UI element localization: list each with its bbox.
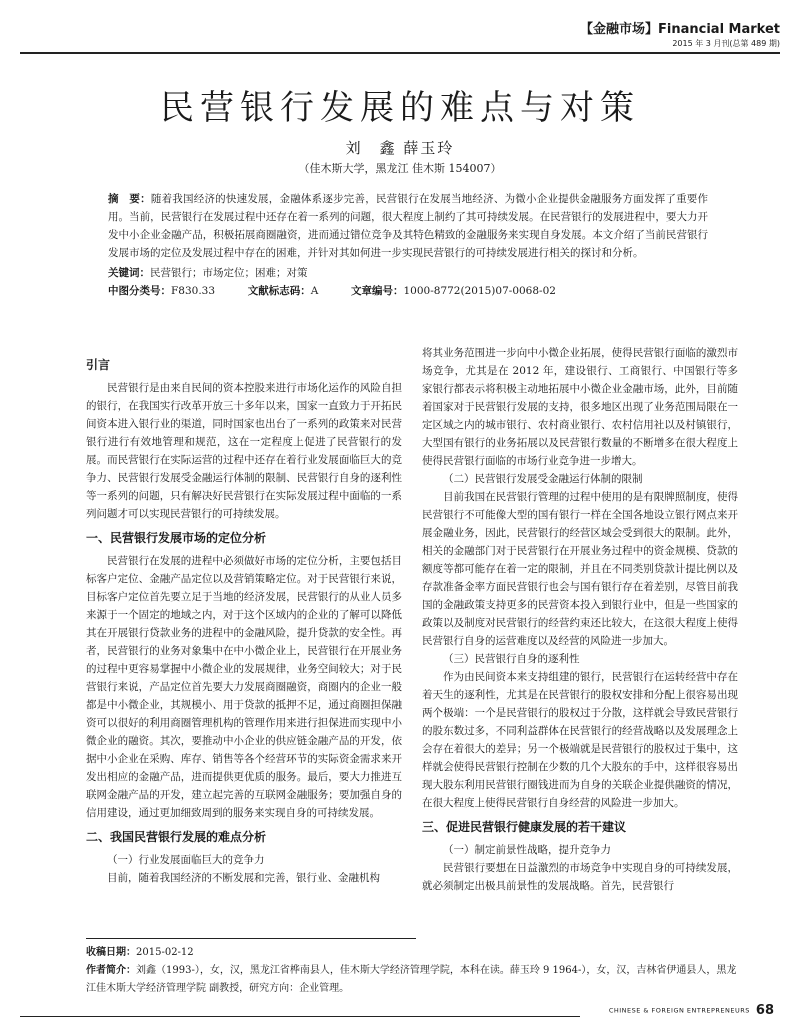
magazine-name: CHINESE & FOREIGN ENTREPRENEURS [608, 1006, 750, 1015]
footer-rule [20, 1016, 580, 1017]
clc-value: F830.33 [171, 285, 216, 297]
author-affiliation: （佳木斯大学，黑龙江 佳木斯 154007） [298, 162, 502, 175]
header-rule [20, 52, 780, 54]
abstract-block [108, 190, 708, 300]
abstract [108, 190, 708, 262]
section-label: 【金融市场】 [580, 22, 659, 37]
classification-line [108, 282, 708, 300]
intro-paragraph: 民营银行是由来自民间的资本控股来进行市场化运作的风险自担的银行，在我国实行改革开放三十多年以来，国家一直致力于开拓民间资本进入银行业的渠道，同时国家也出台了一系列的政策来对民营银行进行有效地管理和规范，这在一定程度上促进了民营银行的发展。而民营银行在实际运营的过程中还存在着行业发展面临巨大的竞争力、民营银行发展受金融运行体制的限制、民营银行自身的逐利性等一系列的问题，只有解决好民营银行在实际发展过程中面临的一系列问题才可以实现民营银行的可持续发展。 [86, 382, 402, 520]
author-bio [86, 962, 746, 998]
subsection2-heading: （二）民营银行发展受金融运行体制的限制 [443, 473, 643, 485]
page-number: 68 [755, 1003, 774, 1018]
subsection2-paragraph: 目前我国在民营银行管理的过程中使用的是有限牌照制度，使得民营银行不可能像大型的国有银行一样在全国各地设立银行网点来开展金融业务，因此，民营银行的经营区域会受到很大的限制。此外，相关的金融部门对于民营银行在开展业务过程中的资金规模、贷款的额度等都可能存在着一定的限制，并且在不同类别贷款计提比例以及存款准备金率方面民营银行也会与国有银行存在着差别，尽管目前我国的金融政策支持更多的民营资本投入到银行业中，但是一些国家的政策以及制度对民营银行的经营约束还比较大，在这很大程度上使得民营银行自身的运营难度以及经营的风险进一步加大。 [422, 491, 738, 647]
footnote [86, 944, 746, 998]
bio-text: 刘鑫（1993-），女，汉，黑龙江省桦南县人，佳木斯大学经济管理学院，本科在读。薛玉玲 9 1964-），女，汉，吉林省伊通县人，黑龙江佳木斯大学经济管理学院 副教授，研究方向：企业管理。 [86, 965, 737, 994]
section-label-en: Financial Market [658, 22, 780, 37]
section3-subheading: （一）制定前景性战略，提升竞争力 [443, 844, 611, 856]
received-date [86, 944, 746, 962]
subsection3-heading: （三）民营银行自身的逐利性 [443, 653, 580, 665]
issue-info: 2015 年 3 月刊(总第 489 期) [672, 39, 780, 48]
journal-header [580, 18, 780, 49]
doc-code-value: A [310, 285, 319, 297]
right-column [422, 344, 738, 895]
received-value: 2015-02-12 [136, 947, 194, 958]
subsection3-paragraph: 作为由民间资本来支持组建的银行，民营银行在运转经营中存在着天生的逐利性，尤其是在民营银行的股权安排和分配上很容易出现两个极端：一个是民营银行的股权过于分散，这样就会导致民营银行的股东数过多，不同利益群体在民营银行的经营战略以及发展理念上会存在着很大的差异；另一个极端就是民营银行的股权过于集中，这样就会使得民营银行控制在少数的几个大股东的手中，这样很容易出现大股东利用民营银行圈钱进而为自身的关联企业提供融资的情况，在很大程度上使得民营银行自身经营的风险进一步加大。 [422, 671, 738, 809]
article-title: 民营银行发展的难点与对策 [160, 88, 640, 128]
article-no-label: 文章编号： [351, 285, 404, 297]
section2-paragraph: 目前，随着我国经济的不断发展和完善，银行业、金融机构 [107, 872, 380, 884]
section1-heading: 一、民营银行发展市场的定位分析 [86, 531, 267, 545]
received-label: 收稿日期： [86, 947, 136, 958]
left-column [86, 350, 402, 887]
intro-heading: 引言 [86, 358, 111, 372]
journal-section [580, 18, 780, 37]
section3-heading: 三、促进民营银行健康发展的若干建议 [422, 820, 627, 834]
bio-label: 作者简介： [86, 965, 136, 976]
continued-paragraph: 将其业务范围进一步向中小微企业拓展，使得民营银行面临的激烈市场竞争，尤其是在 2012 年，建设银行、工商银行、中国银行等多家银行都表示将积极主动地拓展中小微企业金融市场，此外，目前随着国家对于民营银行发展的支持，很多地区出现了业务范围局限在一定区域之内的城市银行、农村商业银行、农村信用社以及村镇银行，大型国有银行的业务拓展以及民营银行数量的不断增多在很大程度上使得民营银行面临的市场行业竞争进一步增大。 [422, 347, 738, 467]
abstract-text: 随着我国经济的快速发展，金融体系逐步完善，民营银行在发展当地经济、为微小企业提供金融服务方面发挥了重要作用。当前，民营银行在发展过程中还存在着一系列的问题，很大程度上制约了其可持续发展。在民营银行的发展进程中，要大力开发中小企业金融产品，积极拓展商圈融资，进而通过错位竞争及其特色精致的金融服务来实现自身发展。本文介绍了当前民营银行发展市场的定位及发展过程中存在的困难，并针对其如何进一步实现民营银行的可持续发展进行相关的探讨和分析。 [108, 193, 708, 259]
section1-paragraph: 民营银行在发展的进程中必须做好市场的定位分析，主要包括目标客户定位、金融产品定位以及营销策略定位。对于民营银行来说，目标客户定位首先要立足于当地的经济发展，民营银行的从业人员多来源于一个固定的地域之内，对于这个区域内的企业的了解可以降低其在开展银行贷款业务的进程中的金融风险，提升贷款的安全性。再者，民营银行的业务对象集中在中小微企业上，民营银行在开展业务的过程中更容易掌握中小微企业的发展规律，业务空间较大；对于民营银行来说，产品定位首先要大力发展商圈融资，商圈内的企业一般都是中小微企业，其规模小、用于贷款的抵押不足，通过商圈担保融资可以很好的利用商圈管理机构的管理作用来进行担保进而实现中小微企业的融资。其次，要推动中小企业的供应链金融产品的开发，依据中小企业在采购、库存、销售等各个经营环节的实际资金需求来开发出相应的金融产品，进而提供更优质的服务。最后，要大力推进互联网金融产品的开发，建立起完善的互联网金融服务；要加强自身的信用建设，通过更加细致周到的服务来实现自身的可持续发展。 [86, 555, 402, 819]
clc-label: 中图分类号： [108, 285, 171, 297]
section3-paragraph: 民营银行要想在日益激烈的市场竞争中实现自身的可持续发展，就必须制定出极具前景性的发展战略。首先，民营银行 [422, 862, 738, 892]
keywords-label: 关键词： [108, 267, 150, 279]
section2-heading: 二、我国民营银行发展的难点分析 [86, 830, 267, 844]
page-footer [609, 1000, 774, 1019]
article-authors: 刘 鑫 薛玉玲 [345, 139, 455, 157]
article-no-value: 1000-8772(2015)07-0068-02 [403, 285, 556, 297]
section2-subheading: （一）行业发展面临巨大的竞争力 [107, 854, 265, 866]
keywords [108, 264, 708, 282]
keywords-text: 民营银行；市场定位；困难；对策 [150, 267, 308, 279]
footnote-rule [86, 938, 416, 939]
abstract-label: 摘 要： [108, 193, 151, 205]
doc-code-label: 文献标志码： [247, 285, 311, 297]
